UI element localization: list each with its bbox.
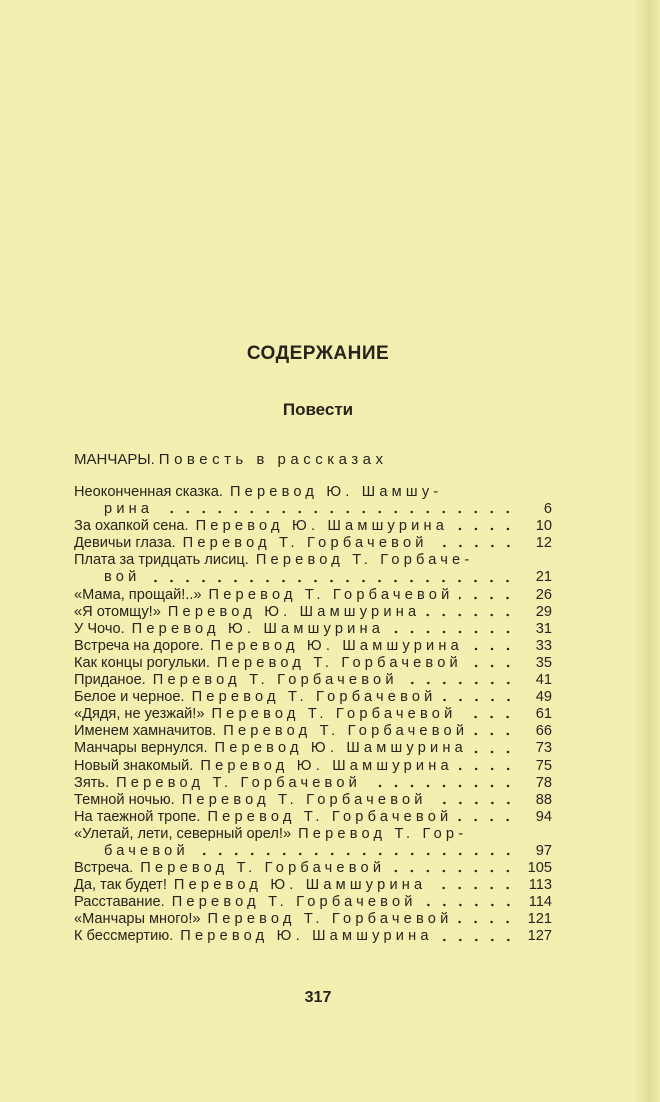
toc-entry [74, 689, 552, 706]
toc-entry [74, 552, 552, 569]
entry-translator: Перевод Т. Горбачевой [171, 894, 417, 911]
toc-entry [74, 758, 552, 775]
toc-entry [74, 860, 552, 877]
leader-dots [469, 647, 516, 651]
section-title: МАНЧАРЫ. [74, 451, 155, 468]
toc-entry [74, 535, 552, 552]
entry-translator: Перевод Т. Горбачевой [208, 586, 454, 603]
entry-page-number: 21 [535, 569, 552, 586]
toc-entry [74, 604, 552, 621]
entry-title: У Чочо. [74, 620, 125, 637]
entry-title: Неоконченная сказка. [74, 484, 223, 500]
leader-dots [439, 938, 516, 942]
entry-page-number: 10 [535, 518, 552, 535]
entry-title: Встреча на дороге. [74, 637, 204, 654]
entry-title: К бессмертию. [74, 928, 174, 945]
toc-entry [74, 638, 552, 655]
entry-translator: Перевод Ю. Шамшурина [167, 603, 421, 620]
entry-page-number: 113 [528, 877, 552, 894]
toc-entry [74, 928, 552, 945]
entry-title: Встреча. [74, 860, 134, 877]
entry-page-number: 121 [527, 911, 552, 928]
leader-dots [459, 767, 516, 771]
entry-page-number: 49 [535, 689, 552, 706]
section-subtitle: Повесть в рассказах [158, 451, 388, 468]
toc-entry-continuation [74, 501, 552, 518]
entry-translator: Перевод Т. Горбачевой [207, 808, 453, 825]
table-of-contents [74, 484, 552, 946]
entry-title: За охапкой сена. [74, 518, 189, 535]
entry-page-number: 6 [543, 501, 552, 518]
leader-dots [391, 869, 516, 873]
entry-translator: Перевод Т. Горбачевой [223, 723, 469, 740]
entry-translator: Перевод Т. Горбаче- [255, 552, 474, 569]
entry-title: Расставание. [74, 894, 165, 911]
entry-translator: Перевод Ю. Шамшурина [173, 877, 427, 894]
leader-dots [458, 818, 516, 822]
entry-translator: Перевод Ю. Шамшу- [229, 484, 443, 500]
toc-entry [74, 706, 552, 723]
toc-entry [74, 587, 552, 604]
entry-title: Зять. [74, 774, 110, 791]
entry-page-number: 94 [535, 808, 552, 825]
toc-entry [74, 792, 552, 809]
entry-translator: Перевод Т. Горбачевой [116, 774, 362, 791]
entry-translator: Перевод Ю. Шамшурина [210, 637, 463, 654]
entry-translator-continued: рина [104, 501, 154, 518]
entry-page-number: 35 [535, 654, 552, 671]
entry-page-number: 41 [535, 672, 552, 689]
entry-title: Как концы рогульки. [74, 654, 210, 671]
entry-title: «Дядя, не уезжай!» [74, 706, 205, 723]
entry-title: «Мама, прощай!..» [74, 586, 202, 603]
toc-entry [74, 826, 552, 843]
toc-entry [74, 877, 552, 894]
entry-page-number: 127 [527, 928, 552, 945]
entry-translator-continued: вой [104, 569, 141, 586]
toc-entry [74, 775, 552, 792]
toc-entry [74, 723, 552, 740]
entry-translator: Перевод Ю. Шамшурина [200, 757, 453, 774]
leader-dots [146, 579, 516, 583]
entry-title: Белое и черное. [74, 689, 185, 706]
toc-entry [74, 518, 552, 535]
entry-title: Новый знакомый. [74, 757, 194, 774]
leader-dots [432, 886, 516, 890]
leader-dots [195, 852, 516, 856]
leader-dots [423, 903, 516, 907]
entry-translator: Перевод Т. Гор- [298, 825, 468, 842]
entry-title: На таежной тропе. [74, 808, 201, 825]
entry-translator: Перевод Т. Горбачевой [207, 911, 453, 928]
leader-dots [434, 544, 516, 548]
part-heading: Повести [282, 400, 354, 419]
entry-page-number: 12 [535, 535, 552, 552]
entry-translator-continued: бачевой [104, 842, 189, 859]
entry-title: Девичьи глаза. [74, 535, 176, 552]
entry-translator: Перевод Т. Горбачевой [211, 706, 457, 723]
leader-dots [426, 613, 516, 617]
toc-entry [74, 484, 552, 501]
entry-title: «Манчары много!» [74, 911, 201, 928]
leader-dots [459, 596, 516, 600]
entry-page-number: 114 [528, 894, 552, 911]
entry-translator: Перевод Ю. Шамшурина [214, 740, 467, 757]
entry-page-number: 33 [535, 637, 552, 654]
toc-entry-continuation [74, 569, 552, 586]
entry-translator: Перевод Ю. Шамшурина [195, 518, 449, 535]
leader-dots [468, 664, 516, 668]
entry-title: Да, так будет! [74, 877, 167, 894]
toc-entry-continuation [74, 843, 552, 860]
entry-translator: Перевод Т. Горбачевой [140, 860, 386, 877]
toc-entry [74, 894, 552, 911]
contents-heading: СОДЕРЖАНИЕ [246, 343, 390, 364]
page-number: 317 [304, 989, 332, 1006]
entry-page-number: 73 [535, 740, 552, 757]
entry-title: Именем хамначитов. [74, 723, 217, 740]
entry-translator: Перевод Т. Горбачевой [152, 672, 398, 689]
toc-entry [74, 809, 552, 826]
entry-page-number: 78 [535, 774, 552, 791]
entry-page-number: 66 [535, 723, 552, 740]
entry-page-number: 97 [535, 842, 552, 859]
leader-dots [159, 510, 516, 514]
entry-translator: Перевод Т. Горбачевой [191, 689, 437, 706]
leader-dots [454, 527, 516, 531]
entry-translator: Перевод Ю. Шамшурина [180, 928, 433, 945]
page-edge-shadow [634, 0, 660, 1102]
entry-translator: Перевод Т. Горбачевой [181, 791, 427, 808]
entry-title: Приданое. [74, 672, 146, 689]
entry-page-number: 29 [535, 603, 552, 620]
leader-dots [390, 630, 516, 634]
entry-page-number: 105 [527, 860, 552, 877]
entry-page-number: 61 [535, 706, 552, 723]
entry-translator: Перевод Ю. Шамшурина [131, 620, 385, 637]
leader-dots [404, 681, 516, 685]
entry-title: Плата за тридцать лисиц. [74, 552, 249, 569]
leader-dots [462, 715, 516, 719]
entry-title: «Улетай, лети, северный орел!» [74, 825, 292, 842]
entry-page-number: 26 [535, 586, 552, 603]
toc-entry [74, 655, 552, 672]
entry-title: Манчары вернулся. [74, 740, 208, 757]
leader-dots [474, 732, 516, 736]
section-heading [74, 451, 388, 468]
entry-title: Темной ночью. [74, 791, 175, 808]
leader-dots [433, 801, 516, 805]
entry-page-number: 31 [535, 620, 552, 637]
toc-entry [74, 672, 552, 689]
toc-entry [74, 740, 552, 757]
entry-translator: Перевод Т. Горбачевой [216, 654, 462, 671]
entry-title: «Я отомщу!» [74, 603, 161, 620]
leader-dots [458, 920, 516, 924]
leader-dots [473, 750, 516, 754]
leader-dots [367, 784, 516, 788]
toc-entry [74, 621, 552, 638]
entry-page-number: 88 [535, 791, 552, 808]
toc-entry [74, 911, 552, 928]
entry-page-number: 75 [535, 757, 552, 774]
entry-translator: Перевод Т. Горбачевой [182, 535, 428, 552]
leader-dots [443, 698, 516, 702]
